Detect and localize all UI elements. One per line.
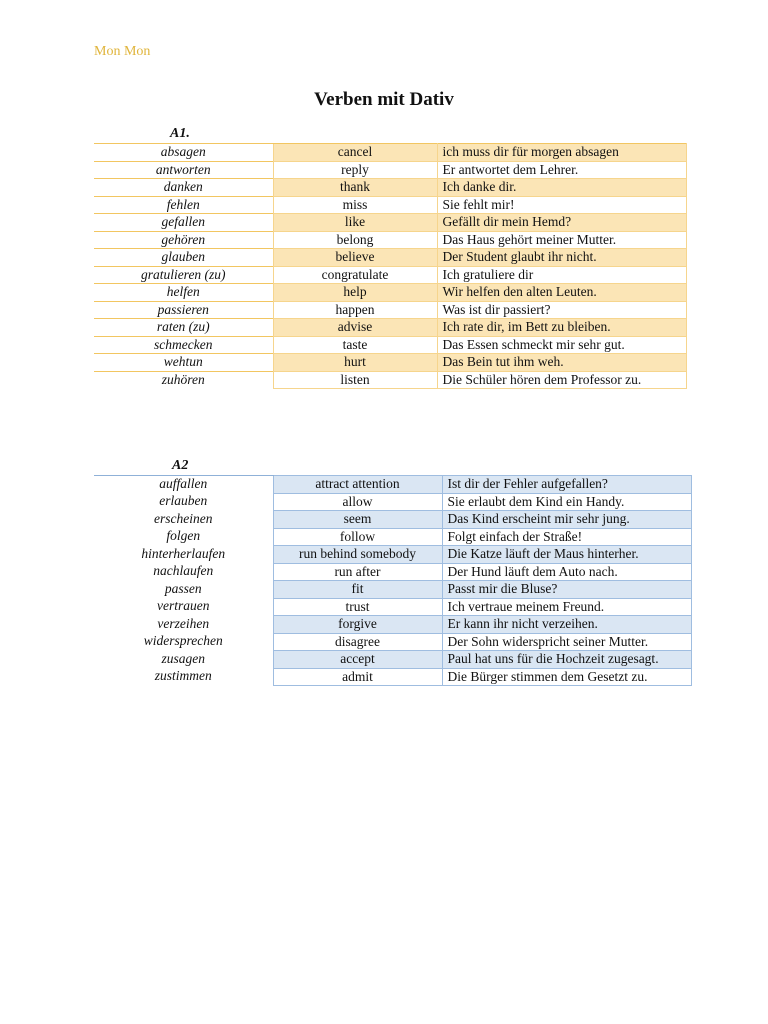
verb-cell: schmecken [94,336,273,354]
table-row [94,354,686,372]
example-cell: Das Kind erscheint mir sehr jung. [442,511,691,529]
table-row [94,161,686,179]
translation-cell: help [273,284,437,302]
example-cell: Ich vertraue meinem Freund. [442,598,691,616]
example-cell: ich muss dir für morgen absagen [437,144,686,162]
verb-cell: hinterherlaufen [141,545,226,561]
translation-cell: accept [273,651,442,669]
verb-cell: wehtun [94,354,273,372]
verb-cell: glauben [94,249,273,267]
translation-cell: seem [273,511,442,529]
translation-cell: congratulate [273,266,437,284]
verb-cell: antworten [94,161,273,179]
example-cell: Der Sohn widerspricht seiner Mutter. [442,633,691,651]
table-row [94,668,691,686]
example-cell: Paul hat uns für die Hochzeit zugesagt. [442,651,691,669]
example-cell: Ich danke dir. [437,179,686,197]
verb-cell: passieren [94,301,273,319]
translation-cell: like [273,214,437,232]
section-label-a2: A2 [172,458,189,473]
table-row [94,546,691,564]
example-cell: Der Hund läuft dem Auto nach. [442,563,691,581]
verb-cell: passen [164,580,202,596]
translation-cell: run after [273,563,442,581]
example-cell: Er antwortet dem Lehrer. [437,161,686,179]
verb-cell: danken [94,179,273,197]
table-row [94,301,686,319]
example-cell: Wir helfen den alten Leuten. [437,284,686,302]
verb-cell: gratulieren (zu) [94,266,273,284]
translation-cell: belong [273,231,437,249]
verb-cell: auffallen [94,476,273,494]
header-author: Mon Mon [94,44,151,59]
translation-cell: forgive [273,616,442,634]
example-cell: Sie fehlt mir! [437,196,686,214]
translation-cell: admit [273,668,442,686]
table-row [94,144,686,162]
table-row [94,371,686,389]
example-cell: Ich gratuliere dir [437,266,686,284]
example-cell: Folgt einfach der Straße! [442,528,691,546]
example-cell: Die Katze läuft der Maus hinterher. [442,546,691,564]
example-cell: Was ist dir passiert? [437,301,686,319]
example-cell: Gefällt dir mein Hemd? [437,214,686,232]
table-row [94,284,686,302]
table-row [94,581,691,599]
translation-cell: run behind somebody [273,546,442,564]
section-label-a1: A1. [170,126,190,141]
translation-cell: thank [273,179,437,197]
table-row [94,616,691,634]
table-row [94,651,691,669]
verb-cell: gefallen [94,214,273,232]
translation-cell: listen [273,371,437,389]
translation-cell: advise [273,319,437,337]
translation-cell: follow [273,528,442,546]
example-cell: Passt mir die Bluse? [442,581,691,599]
verb-cell: raten (zu) [94,319,273,337]
table-row [94,633,691,651]
translation-cell: trust [273,598,442,616]
verb-cell: erlauben [159,493,208,508]
table-row [94,249,686,267]
translation-cell: allow [273,493,442,511]
table-row [94,336,686,354]
verb-cell: vertrauen [157,598,210,613]
table-row [94,319,686,337]
verb-cell: helfen [94,284,273,302]
verb-table-a2 [94,475,692,686]
translation-cell: taste [273,336,437,354]
table-row [94,214,686,232]
verb-table-a1 [94,143,687,389]
translation-cell: happen [273,301,437,319]
example-cell: Das Essen schmeckt mir sehr gut. [437,336,686,354]
example-cell: Das Bein tut ihm weh. [437,354,686,372]
verb-cell: zusagen [161,650,205,666]
translation-cell: cancel [273,144,437,162]
translation-cell: attract attention [273,476,442,494]
verb-cell: fehlen [94,196,273,214]
example-cell: Die Schüler hören dem Professor zu. [437,371,686,389]
table-row [94,179,686,197]
table-row [94,563,691,581]
example-cell: Die Bürger stimmen dem Gesetzt zu. [442,668,691,686]
example-cell: Ich rate dir, im Bett zu bleiben. [437,319,686,337]
translation-cell: reply [273,161,437,179]
example-cell: Sie erlaubt dem Kind ein Handy. [442,493,691,511]
table-row [94,598,691,616]
translation-cell: fit [273,581,442,599]
table-row [94,476,691,494]
example-cell: Er kann ihr nicht verzeihen. [442,616,691,634]
verb-cell: verzeihen [157,615,210,631]
translation-cell: hurt [273,354,437,372]
table-row [94,511,691,529]
example-cell: Das Haus gehört meiner Mutter. [437,231,686,249]
verb-cell: folgen [166,528,201,543]
translation-cell: believe [273,249,437,267]
table-row [94,528,691,546]
table-row [94,231,686,249]
verb-cell: absagen [94,144,273,162]
example-cell: Der Student glaubt ihr nicht. [437,249,686,267]
table-row [94,266,686,284]
verb-cell: zuhören [94,371,273,389]
translation-cell: disagree [273,633,442,651]
table-row [94,196,686,214]
verb-cell: gehören [94,231,273,249]
verb-cell: nachlaufen [153,563,214,578]
example-cell: Ist dir der Fehler aufgefallen? [442,476,691,494]
table-row [94,493,691,511]
verb-cell: zustimmen [154,668,212,683]
document-title: Verben mit Dativ [314,89,454,110]
verb-cell: erscheinen [154,510,213,526]
translation-cell: miss [273,196,437,214]
verb-cell: widersprechen [143,633,223,648]
